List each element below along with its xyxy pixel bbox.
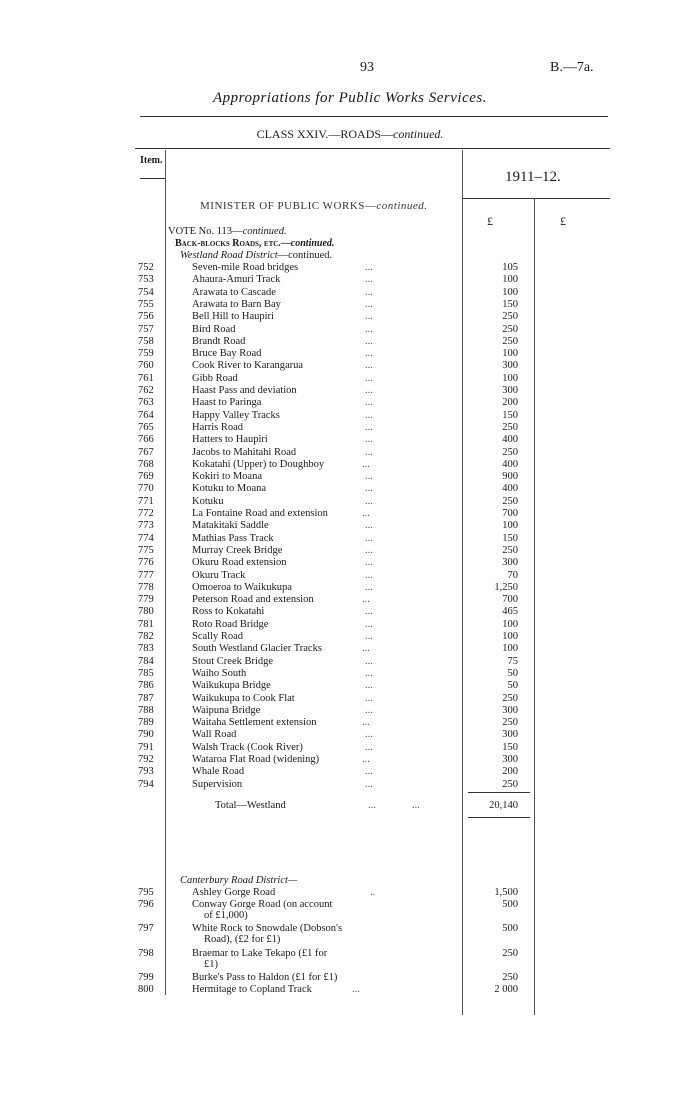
item-number: 792 xyxy=(138,754,154,765)
westland-district-label: Westland Road District xyxy=(180,250,278,261)
amount-column-rule-left xyxy=(462,150,463,1015)
leader-dots: ... xyxy=(365,631,373,642)
item-name: Kokiri to Moana xyxy=(192,471,262,483)
item-name-line-2: £1) xyxy=(204,959,218,970)
item-number: 779 xyxy=(138,594,154,606)
item-name: Murray Creek Bridge xyxy=(192,544,283,556)
westland-total-dots-1: ... xyxy=(368,800,376,811)
amount: 300 xyxy=(502,754,518,765)
item-number: 787 xyxy=(138,692,154,704)
item-name xyxy=(192,972,382,983)
item-name: Omoeroa to Waikukupa xyxy=(192,581,292,593)
leader-dots: ... xyxy=(365,311,373,323)
item-name: Okuru Track xyxy=(192,569,246,581)
item-number: 800 xyxy=(138,984,154,995)
amount: 900 xyxy=(502,471,518,483)
amount: 150 xyxy=(502,741,518,753)
item-name: Waikukupa Bridge xyxy=(192,680,271,692)
leader-dots: ... xyxy=(365,532,373,544)
leader-dots: ... xyxy=(365,397,373,409)
leader-dots: ... xyxy=(352,984,360,995)
item-name: Stout Creek Bridge xyxy=(192,655,274,667)
amount: 250 xyxy=(502,717,518,729)
leader-dots: ... xyxy=(362,754,370,765)
class-continued: continued. xyxy=(393,127,444,141)
pound-sign-1: £ xyxy=(487,214,493,228)
item-number: 782 xyxy=(138,631,154,642)
item-name: Kokatahi (Upper) to Doughboy xyxy=(192,458,325,470)
item-number: 771 xyxy=(138,495,154,507)
item-number: 785 xyxy=(138,667,154,679)
leader-dots: ... xyxy=(365,409,373,421)
leader-dots: ... xyxy=(365,520,373,532)
item-number: 766 xyxy=(138,434,154,446)
item-number: 765 xyxy=(138,421,154,433)
amount: 250 xyxy=(502,323,518,335)
leader-dots: ... xyxy=(365,372,373,384)
minister-continued: continued. xyxy=(376,200,428,212)
leader-dots: ... xyxy=(365,434,373,446)
item-number: 793 xyxy=(138,766,154,778)
item-name: Wall Road xyxy=(192,729,237,741)
amount: 400 xyxy=(502,458,518,470)
item-name: Kotuku xyxy=(192,495,224,507)
item-number: 760 xyxy=(138,360,154,372)
year-rule xyxy=(462,198,610,199)
amount: 200 xyxy=(502,397,518,409)
item-name: Ahaura-Amuri Track xyxy=(192,274,281,286)
amount: 400 xyxy=(502,434,518,446)
item-number: 791 xyxy=(138,741,154,753)
amount: 700 xyxy=(502,594,518,606)
amount: 250 xyxy=(502,778,518,790)
item-name: Bird Road xyxy=(192,323,236,335)
amount: 250 xyxy=(502,495,518,507)
leader-dots: ... xyxy=(365,298,373,310)
amount: 400 xyxy=(502,483,518,495)
item-name: Waiho South xyxy=(192,667,247,679)
leader-dots: ... xyxy=(365,385,373,396)
vote-heading xyxy=(168,226,287,237)
leader-dots: ... xyxy=(365,483,373,495)
amount: 100 xyxy=(502,348,518,360)
item-name: Walsh Track (Cook River) xyxy=(192,741,303,753)
westland-total-amount: 20,140 xyxy=(489,800,518,811)
item-name-line-1: Hermitage to Copland Track xyxy=(192,984,312,995)
class-heading xyxy=(0,127,700,142)
leader-dots: ... xyxy=(365,544,373,556)
item-number: 761 xyxy=(138,372,154,384)
item-number: 775 xyxy=(138,544,154,556)
item-number: 754 xyxy=(138,286,154,298)
westland-continued: —continued. xyxy=(277,250,333,261)
item-name: Supervision xyxy=(192,778,243,790)
amount: 300 xyxy=(502,557,518,569)
page-number: 93 xyxy=(360,60,374,75)
amount: 100 xyxy=(502,520,518,532)
leader-dots: ... xyxy=(365,569,373,581)
header-rule xyxy=(135,148,610,149)
leader-dots: ... xyxy=(365,766,373,778)
item-name-line-1: Braemar to Lake Tekapo (£1 for xyxy=(192,948,328,959)
amount: 1,250 xyxy=(494,581,518,593)
amount: 100 xyxy=(502,618,518,630)
item-number: 777 xyxy=(138,569,154,581)
item-number: 758 xyxy=(138,335,154,347)
item-number: 764 xyxy=(138,409,154,421)
leader-dots: ... xyxy=(365,274,373,286)
item-number: 790 xyxy=(138,729,154,741)
item-name-line-2: of £1,000) xyxy=(204,910,248,921)
leader-dots: ... xyxy=(365,729,373,741)
amount: 150 xyxy=(502,409,518,421)
westland-total-dots-2: ... xyxy=(412,800,420,811)
item-number: 770 xyxy=(138,483,154,495)
amount: 700 xyxy=(502,508,518,519)
leader-dots: ... xyxy=(365,421,373,433)
item-number: 783 xyxy=(138,643,154,655)
leader-dots: ... xyxy=(365,335,373,347)
item-name-line-1: Ashley Gorge Road xyxy=(192,887,276,898)
item-number: 767 xyxy=(138,446,154,458)
item-name: Whale Road xyxy=(192,766,245,778)
leader-dots: ... xyxy=(365,495,373,507)
item-number: 755 xyxy=(138,298,154,310)
leader-dots: ... xyxy=(365,348,373,360)
amount: 100 xyxy=(502,643,518,655)
item-name: Matakitaki Saddle xyxy=(192,520,269,532)
amount: 50 xyxy=(507,667,518,679)
leader-dots: ... xyxy=(365,471,373,483)
amount: 150 xyxy=(502,298,518,310)
amount: 300 xyxy=(502,385,518,396)
amount: 200 xyxy=(502,766,518,778)
item-number: 794 xyxy=(138,778,154,790)
item-name-line-1: Burke's Pass to Haldon (£1 for £1) xyxy=(192,972,338,983)
item-name: Seven-mile Road bridges xyxy=(192,262,299,273)
amount: 300 xyxy=(502,729,518,741)
item-number: 762 xyxy=(138,385,154,396)
amount: 250 xyxy=(502,335,518,347)
leader-dots: ... xyxy=(362,643,370,655)
total-rule-bottom xyxy=(468,817,530,818)
leader-dots: ... xyxy=(365,581,373,593)
amount-column-rule-mid xyxy=(534,198,535,1015)
item-number: 769 xyxy=(138,471,154,483)
amount: 250 xyxy=(502,692,518,704)
item-name: Arawata to Barn Bay xyxy=(192,298,281,310)
leader-dots: ... xyxy=(362,458,370,470)
minister-heading xyxy=(200,200,428,212)
item-name: La Fontaine Road and extension xyxy=(192,508,328,519)
item-name: Waikukupa to Cook Flat xyxy=(192,692,295,704)
amount: 150 xyxy=(502,532,518,544)
amount: 100 xyxy=(502,286,518,298)
item-column-header: Item. xyxy=(140,155,163,166)
amount: 75 xyxy=(507,655,518,667)
item-number: 798 xyxy=(138,948,154,959)
amount: 300 xyxy=(502,360,518,372)
item-number: 784 xyxy=(138,655,154,667)
item-name-line-2: Road), (£2 for £1) xyxy=(204,934,281,945)
back-blocks-continued: continued. xyxy=(290,238,335,249)
westland-district-heading xyxy=(180,250,332,261)
item-name: Okuru Road extension xyxy=(192,557,287,569)
item-number: 756 xyxy=(138,311,154,323)
amount: 500 xyxy=(502,899,518,910)
pound-sign-2: £ xyxy=(560,214,566,228)
item-name: Jacobs to Mahitahi Road xyxy=(192,446,297,458)
item-number: 752 xyxy=(138,262,154,273)
item-name: South Westland Glacier Tracks xyxy=(192,643,322,655)
item-name: Waitaha Settlement extension xyxy=(192,717,317,729)
leader-dots: ... xyxy=(365,667,373,679)
item-name: Hatters to Haupiri xyxy=(192,434,268,446)
leader-dots: ... xyxy=(362,717,370,729)
leader-dots: ... xyxy=(362,594,370,606)
item-name xyxy=(192,923,382,945)
leader-dots: .. xyxy=(370,887,376,898)
amount: 70 xyxy=(507,569,518,581)
item-number: 789 xyxy=(138,717,154,729)
item-name-line-1: Conway Gorge Road (on account xyxy=(192,899,333,910)
item-number: 778 xyxy=(138,581,154,593)
page-title: Appropriations for Public Works Services. xyxy=(213,90,487,106)
leader-dots: ... xyxy=(362,508,370,519)
amount: 105 xyxy=(502,262,518,273)
item-name: Scally Road xyxy=(192,631,244,642)
item-name: Arawata to Cascade xyxy=(192,286,276,298)
total-rule-top xyxy=(468,792,530,793)
item-name: Haast to Paringa xyxy=(192,397,262,409)
leader-dots: ... xyxy=(365,323,373,335)
item-number: 780 xyxy=(138,606,154,618)
canterbury-district-heading xyxy=(180,875,297,886)
item-name: Cook River to Karangarua xyxy=(192,360,304,372)
item-number: 797 xyxy=(138,923,154,934)
item-name: Harris Road xyxy=(192,421,244,433)
item-name: Mathias Pass Track xyxy=(192,532,274,544)
amount: 100 xyxy=(502,274,518,286)
item-number: 781 xyxy=(138,618,154,630)
year-column-header: 1911–12. xyxy=(505,169,561,185)
leader-dots: ... xyxy=(365,704,373,716)
item-underline xyxy=(140,178,165,179)
amount: 2 000 xyxy=(494,984,518,995)
westland-total-label: Total—Westland xyxy=(215,800,286,811)
class-label: CLASS XXIV.—ROADS— xyxy=(256,127,394,141)
item-number: 753 xyxy=(138,274,154,286)
item-number: 776 xyxy=(138,557,154,569)
item-name: Peterson Road and extension xyxy=(192,594,314,606)
item-number: 757 xyxy=(138,323,154,335)
vote-continued: continued. xyxy=(242,226,287,237)
item-number: 795 xyxy=(138,887,154,898)
amount: 100 xyxy=(502,372,518,384)
amount: 250 xyxy=(502,446,518,458)
item-name: Waipuna Bridge xyxy=(192,704,261,716)
item-number: 774 xyxy=(138,532,154,544)
item-number: 788 xyxy=(138,704,154,716)
leader-dots: ... xyxy=(365,557,373,569)
amount: 250 xyxy=(502,948,518,959)
amount: 50 xyxy=(507,680,518,692)
item-name: Brandt Road xyxy=(192,335,246,347)
item-name: Bruce Bay Road xyxy=(192,348,262,360)
minister-label: MINISTER OF PUBLIC WORKS— xyxy=(200,200,377,212)
item-number: 768 xyxy=(138,458,154,470)
item-number: 763 xyxy=(138,397,154,409)
leader-dots: ... xyxy=(365,741,373,753)
vote-label: VOTE No. 113— xyxy=(168,226,243,237)
item-column-rule xyxy=(165,150,166,995)
item-name-line-1: White Rock to Snowdale (Dobson's xyxy=(192,923,343,934)
item-number: 772 xyxy=(138,508,154,519)
item-number: 799 xyxy=(138,972,154,983)
amount: 250 xyxy=(502,311,518,323)
top-rule xyxy=(140,116,608,117)
item-name xyxy=(192,899,382,921)
item-name xyxy=(192,887,382,898)
leader-dots: ... xyxy=(365,655,373,667)
item-number: 796 xyxy=(138,899,154,910)
item-name: Gibb Road xyxy=(192,372,238,384)
leader-dots: ... xyxy=(365,262,373,273)
amount: 100 xyxy=(502,631,518,642)
amount: 250 xyxy=(502,544,518,556)
amount: 500 xyxy=(502,923,518,934)
leader-dots: ... xyxy=(365,286,373,298)
leader-dots: ... xyxy=(365,778,373,790)
item-name: Happy Valley Tracks xyxy=(192,409,280,421)
item-name: Bell Hill to Haupiri xyxy=(192,311,274,323)
amount: 250 xyxy=(502,972,518,983)
item-number: 759 xyxy=(138,348,154,360)
leader-dots: ... xyxy=(365,446,373,458)
item-number: 773 xyxy=(138,520,154,532)
item-name: Ross to Kokatahi xyxy=(192,606,265,618)
item-name: Kotuku to Moana xyxy=(192,483,267,495)
amount: 465 xyxy=(502,606,518,618)
leader-dots: ... xyxy=(365,680,373,692)
leader-dots: ... xyxy=(365,606,373,618)
item-number: 786 xyxy=(138,680,154,692)
leader-dots: ... xyxy=(365,360,373,372)
amount: 300 xyxy=(502,704,518,716)
back-blocks-heading xyxy=(175,238,334,249)
item-name: Wataroa Flat Road (widening) xyxy=(192,754,320,765)
amount: 250 xyxy=(502,421,518,433)
back-blocks-label: Back-blocks Roads, etc.— xyxy=(175,238,291,249)
document-reference: B.—7a. xyxy=(550,60,594,75)
item-name: Roto Road Bridge xyxy=(192,618,269,630)
leader-dots: ... xyxy=(365,618,373,630)
item-name: Haast Pass and deviation xyxy=(192,385,297,396)
item-name xyxy=(192,948,382,970)
amount: 1,500 xyxy=(494,887,518,898)
canterbury-district-label: Canterbury Road District— xyxy=(180,875,298,886)
leader-dots: ... xyxy=(365,692,373,704)
